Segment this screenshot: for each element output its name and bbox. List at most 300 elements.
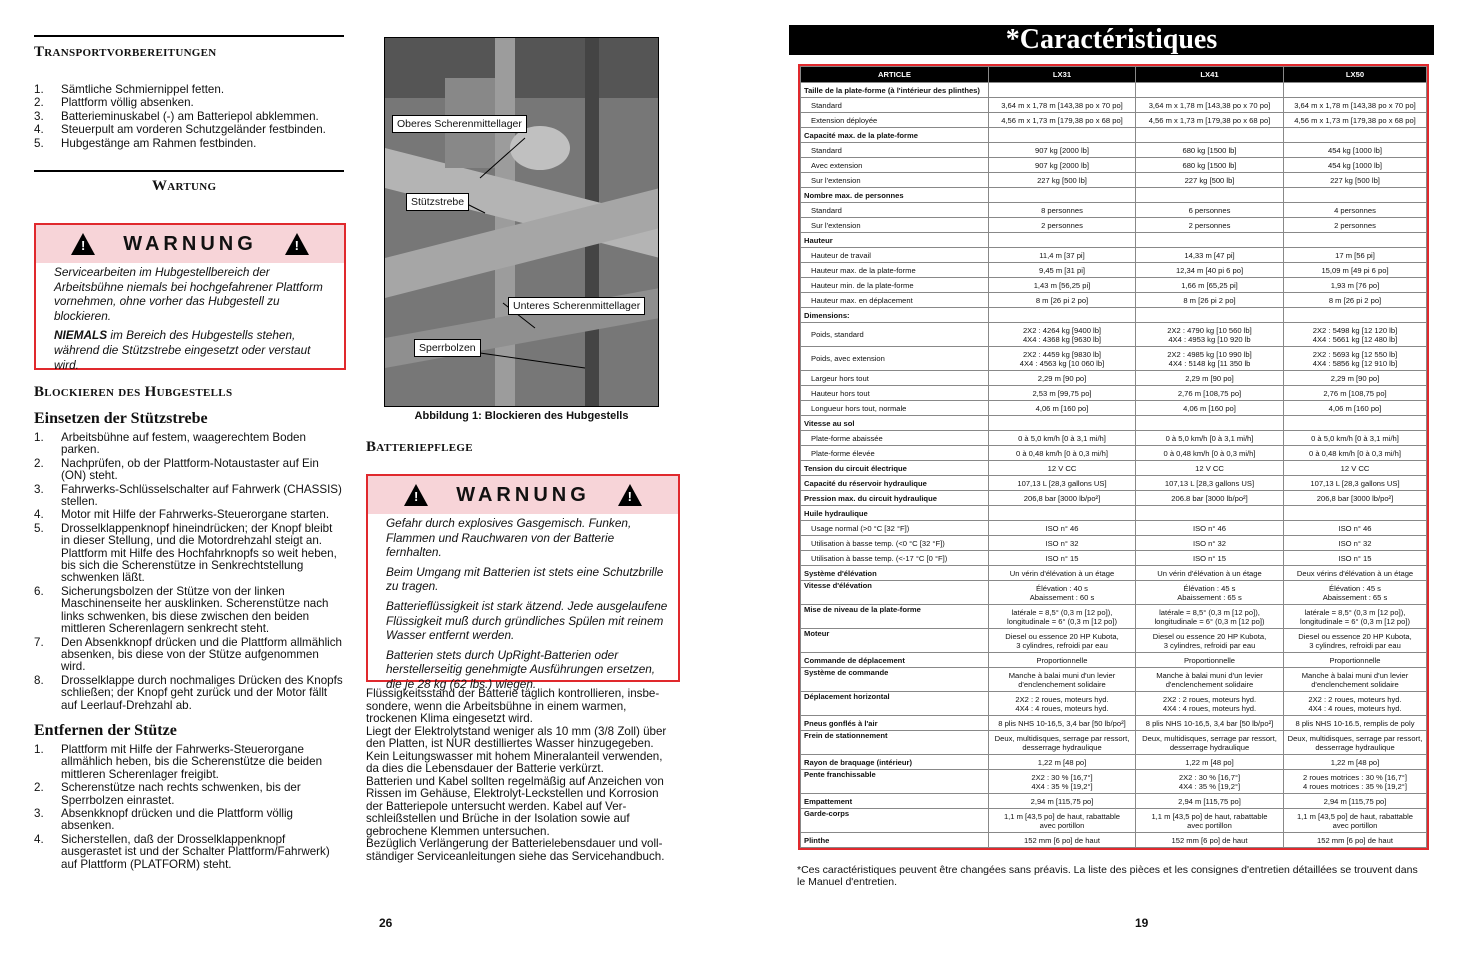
list-step xyxy=(34,138,344,150)
spec-label: Pneus gonflés à l'air xyxy=(801,716,989,731)
warning-word: WARNUNG xyxy=(123,232,257,255)
spec-value: 2 personnes xyxy=(989,218,1136,233)
spec-value xyxy=(989,308,1136,323)
step-text: Plattform völlig absenken. xyxy=(61,96,194,110)
spec-row xyxy=(801,794,1427,809)
spec-row xyxy=(801,668,1427,692)
spec-value: 4,56 m x 1,73 m [179,38 po x 68 po] xyxy=(1284,113,1427,128)
spec-label: Pression max. du circuit hydraulique xyxy=(801,491,989,506)
spec-title: *Caractéristiques xyxy=(789,25,1434,55)
spec-label: Tension du circuit électrique xyxy=(801,461,989,476)
list-step xyxy=(34,111,344,123)
spec-table xyxy=(800,66,1427,848)
spec-value: 2,94 m [115,75 po] xyxy=(1136,794,1284,809)
spec-value: ISO n° 15 xyxy=(1136,551,1284,566)
spec-label: Avec extension xyxy=(801,158,989,173)
step-text: Motor mit Hilfe der Fahrwerks-Steuerorgane starten. xyxy=(61,508,330,522)
spec-value: 2,53 m [99,75 po] xyxy=(989,386,1136,401)
step-text: Sicherungsbolzen der Stütze von der linken Maschinenseite her ausklinken. Scherenstütze nach links schwenken, bis diese zwischen den beiden mittleren Scherenlagern senkrecht steht. xyxy=(61,584,329,636)
spec-value: 2X2 : 4264 kg [9400 lb] 4X4 : 4368 kg [9630 lb] xyxy=(989,323,1136,347)
spec-value: 227 kg [500 lb] xyxy=(1136,173,1284,188)
spec-row xyxy=(801,263,1427,278)
spec-value xyxy=(989,416,1136,431)
header-lx41: LX41 xyxy=(1136,67,1284,83)
spec-value xyxy=(1284,416,1427,431)
spec-label: Système de commande xyxy=(801,668,989,692)
spec-value: 2,29 m [90 po] xyxy=(989,371,1136,386)
spec-value: 2 roues motrices : 30 % [16,7°] 4 roues motrices : 35 % [19,2°] xyxy=(1284,770,1427,794)
spec-row xyxy=(801,128,1427,143)
spec-value: 454 kg [1000 lb] xyxy=(1284,143,1427,158)
spec-row xyxy=(801,629,1427,653)
spec-label: Huile hydraulique xyxy=(801,506,989,521)
spec-value: 4,06 m [160 po] xyxy=(1136,401,1284,416)
spec-value: 206,8 bar [3000 lb/po²] xyxy=(1284,491,1427,506)
spec-value: 17 m [56 pi] xyxy=(1284,248,1427,263)
spec-value: Élévation : 45 s Abaissement : 65 s xyxy=(1284,581,1427,605)
step-text: Den Absenkknopf drücken und die Plattform allmählich absenken, bis diese von der Stütze aufgenommen wird. xyxy=(61,635,342,674)
spec-value xyxy=(1284,233,1427,248)
list-step xyxy=(34,484,344,509)
spec-row xyxy=(801,188,1427,203)
spec-row xyxy=(801,113,1427,128)
spec-value xyxy=(1284,128,1427,143)
spec-value xyxy=(1136,506,1284,521)
list-step xyxy=(34,84,344,96)
spec-value: ISO n° 32 xyxy=(1136,536,1284,551)
spec-label: Vitesse d'élévation xyxy=(801,581,989,605)
spec-label: Sur l'extension xyxy=(801,218,989,233)
spec-row xyxy=(801,461,1427,476)
spec-value xyxy=(1136,416,1284,431)
spec-label: Vitesse au sol xyxy=(801,416,989,431)
spec-value: 2X2 : 4985 kg [10 990 lb] 4X4 : 5148 kg [11 350 lb xyxy=(1136,347,1284,371)
spec-value: 15,09 m [49 pi 6 po] xyxy=(1284,263,1427,278)
warning2-body xyxy=(368,514,678,701)
step-text: Steuerpult am vorderen Schutzgeländer festbinden. xyxy=(61,123,326,137)
batterie-title: Batteriepflege xyxy=(366,439,473,455)
spec-value: ISO n° 46 xyxy=(1136,521,1284,536)
warning-word: WARNUNG xyxy=(456,483,590,506)
einsetzen-title: Einsetzen der Stützstrebe xyxy=(34,410,208,427)
callout-lock-pin: Sperrbolzen xyxy=(414,339,481,357)
spec-value: 8 m [26 pi 2 po] xyxy=(1136,293,1284,308)
spec-label: Dimensions: xyxy=(801,308,989,323)
spec-row xyxy=(801,581,1427,605)
battery-paras xyxy=(366,688,678,863)
spec-value xyxy=(1136,308,1284,323)
header-lx31: LX31 xyxy=(989,67,1136,83)
paragraph: Batterieflüssigkeit ist stark ätzend. Jede ausgelaufene Flüssigkeit muß durch gründliches Spülen mit reinem Wasser entfernt werden. xyxy=(386,598,668,643)
list-step xyxy=(34,834,344,871)
spec-value: 8 personnes xyxy=(989,203,1136,218)
spec-value: Élévation : 40 s Abaissement : 60 s xyxy=(989,581,1136,605)
spec-value: 4,06 m [160 po] xyxy=(989,401,1136,416)
spec-value: Manche à balai muni d'un levier d'enclenchement solidaire xyxy=(1136,668,1284,692)
spec-header-row xyxy=(801,67,1427,83)
step-number: 5. xyxy=(34,521,44,535)
spec-label: Capacité du réservoir hydraulique xyxy=(801,476,989,491)
step-text: Drosselklappe durch nochmaliges Drücken des Knopfs schließen; der Knopf geht zurück und der Motor fällt auf Leerlauf-Drehzahl ab. xyxy=(61,673,343,712)
spec-value: 107,13 L [28,3 gallons US] xyxy=(1284,476,1427,491)
spec-value: 2 personnes xyxy=(1284,218,1427,233)
spec-row xyxy=(801,293,1427,308)
spec-value xyxy=(1284,506,1427,521)
spec-row xyxy=(801,83,1427,98)
step-text: Sicherstellen, daß der Drosselklappenknopf ausgerastet ist und der Schalter Plattform/Fahrwerk) auf Plattform (PLATFORM) steht. xyxy=(61,832,330,871)
spec-row xyxy=(801,308,1427,323)
spec-row xyxy=(801,173,1427,188)
spec-value: 3,64 m x 1,78 m [143,38 po x 70 po] xyxy=(1284,98,1427,113)
spec-value: 1,1 m [43,5 po] de haut, rabattable avec portillon xyxy=(1136,809,1284,833)
paragraph: Batterien und Kabel sollten regelmäßig auf Anzeichen von Rissen im Gehäuse, Elektrolyt-Leckstellen und Korrosion der Batteriepole untersucht werden. Kabel auf Ver-schleißstellen und Brüche in der Isolation sowie auf gebrochene Klemmen untersuchen. xyxy=(366,774,664,838)
spec-value: 1,93 m [76 po] xyxy=(1284,278,1427,293)
spec-value: Deux vérins d'élévation à un étage xyxy=(1284,566,1427,581)
spec-label: Hauteur hors tout xyxy=(801,386,989,401)
spec-label: Utilisation à basse temp. (<-17 °C [0 °F]) xyxy=(801,551,989,566)
list-step xyxy=(34,97,344,109)
spec-value: 8 m [26 pi 2 po] xyxy=(989,293,1136,308)
spec-label: Mise de niveau de la plate-forme xyxy=(801,605,989,629)
spec-value: ISO n° 15 xyxy=(989,551,1136,566)
step-text: Scherenstütze nach rechts schwenken, bis der Sperrbolzen einrastet. xyxy=(61,781,301,807)
spec-value: 680 kg [1500 lb] xyxy=(1136,158,1284,173)
entfernen-list xyxy=(34,744,344,872)
spec-label: Rayon de braquage (intérieur) xyxy=(801,755,989,770)
spec-value: 2X2 : 5693 kg [12 550 lb] 4X4 : 5856 kg [12 910 lb] xyxy=(1284,347,1427,371)
spec-value: 2,29 m [90 po] xyxy=(1284,371,1427,386)
step-number: 4. xyxy=(34,508,44,522)
rule-wartung xyxy=(34,170,344,172)
spec-label: Pente franchissable xyxy=(801,770,989,794)
callout-support-strut: Stützstrebe xyxy=(406,193,469,211)
spec-row xyxy=(801,233,1427,248)
spec-value: 12,34 m [40 pi 6 po] xyxy=(1136,263,1284,278)
spec-value: ISO n° 15 xyxy=(1284,551,1427,566)
spec-label: Longueur hors tout, normale xyxy=(801,401,989,416)
spec-value: 206.8 bar [3000 lb/po²] xyxy=(1136,491,1284,506)
spec-value xyxy=(989,233,1136,248)
spec-value: Proportionnelle xyxy=(1284,653,1427,668)
spec-value: 12 V CC xyxy=(1136,461,1284,476)
step-number: 2. xyxy=(34,456,44,470)
step-number: 1. xyxy=(34,431,44,444)
spec-value: 454 kg [1000 lb] xyxy=(1284,158,1427,173)
spec-value: Deux, multidisques, serrage par ressort, desserrage hydraulique xyxy=(989,731,1136,755)
spec-row xyxy=(801,506,1427,521)
spec-row xyxy=(801,218,1427,233)
spec-value: 2X2 : 2 roues, moteurs hyd. 4X4 : 4 roues, moteurs hyd. xyxy=(1136,692,1284,716)
page-number-left: 26 xyxy=(379,916,393,930)
list-step xyxy=(34,509,344,521)
spec-label: Poids, standard xyxy=(801,323,989,347)
spec-value: 107,13 L [28,3 gallons US] xyxy=(1136,476,1284,491)
spec-row xyxy=(801,143,1427,158)
step-text: Hubgestänge am Rahmen festbinden. xyxy=(61,136,257,150)
spec-value xyxy=(1136,83,1284,98)
step-number: 4. xyxy=(34,832,44,846)
warning-triangle-icon: ! xyxy=(404,484,428,506)
list-step xyxy=(34,586,344,636)
step-number: 1. xyxy=(34,743,44,756)
spec-value: 14,33 m [47 pi] xyxy=(1136,248,1284,263)
spec-row xyxy=(801,833,1427,848)
spec-label: Poids, avec extension xyxy=(801,347,989,371)
list-step xyxy=(34,523,344,585)
footnote: *Ces caractéristiques peuvent être changées sans préavis. La liste des pièces et les consignes d'entretien détaillées se trouvent dans le Manuel d'entretien. xyxy=(797,864,1418,888)
spec-value: Diesel ou essence 20 HP Kubota, 3 cylindres, refroidi par eau xyxy=(1284,629,1427,653)
step-text: Batterieminuskabel (-) am Batteriepol abklemmen. xyxy=(61,109,319,123)
rule-top xyxy=(34,35,344,37)
header-article: ARTICLE xyxy=(801,67,989,83)
spec-value: 2,94 m [115,75 po] xyxy=(1284,794,1427,809)
spec-value: ISO n° 46 xyxy=(1284,521,1427,536)
step-number: 5. xyxy=(34,136,44,150)
spec-value: 227 kg [500 lb] xyxy=(989,173,1136,188)
spec-value xyxy=(1284,188,1427,203)
paragraph: Beim Umgang mit Batterien ist stets eine Schutzbrille zu tragen. xyxy=(386,564,664,594)
spec-value: Manche à balai muni d'un levier d'enclenchement solidaire xyxy=(1284,668,1427,692)
einsetzen-list xyxy=(34,432,344,713)
spec-row xyxy=(801,401,1427,416)
spec-value: 8 m [26 pi 2 po] xyxy=(1284,293,1427,308)
spec-label: Empattement xyxy=(801,794,989,809)
spec-value xyxy=(1136,188,1284,203)
spec-value: Deux, multidisques, serrage par ressort, desserrage hydraulique xyxy=(1136,731,1284,755)
paragraph: Liegt der Elektrolytstand weniger als 10 mm (3/8 Zoll) über den Platten, ist NUR destilliertes Wasser hinzugegeben. Kein Leitungswasser mit hohem Mineralanteil verwenden, da dies die Lebensdauer der Batterie verkürzt. xyxy=(366,724,667,775)
step-number: 2. xyxy=(34,781,44,795)
spec-row xyxy=(801,158,1427,173)
spec-value: 6 personnes xyxy=(1136,203,1284,218)
spec-value: 4,06 m [160 po] xyxy=(1284,401,1427,416)
spec-label: Hauteur max. en déplacement xyxy=(801,293,989,308)
spec-row xyxy=(801,809,1427,833)
warning-header xyxy=(368,476,678,514)
spec-value: 2X2 : 5498 kg [12 120 lb] 4X4 : 5661 kg [12 480 lb] xyxy=(1284,323,1427,347)
spec-value: 2,76 m [108,75 po] xyxy=(1136,386,1284,401)
entfernen-title: Entfernen der Stütze xyxy=(34,722,177,739)
paragraph: Gefahr durch explosives Gasgemisch. Funken, Flammen und Rauchwaren von der Batterie fernhalten. xyxy=(386,516,632,560)
spec-row xyxy=(801,416,1427,431)
spec-value: 4 personnes xyxy=(1284,203,1427,218)
spec-row xyxy=(801,347,1427,371)
spec-value: latérale = 8,5° (0,3 m [12 po]), longitudinale = 6° (0,3 m [12 po]) xyxy=(1136,605,1284,629)
spec-value: Deux, multidisques, serrage par ressort, desserrage hydraulique xyxy=(1284,731,1427,755)
spec-row xyxy=(801,755,1427,770)
spec-label: Hauteur xyxy=(801,233,989,248)
spec-value: 0 à 5,0 km/h [0 à 3,1 mi/h] xyxy=(1284,431,1427,446)
wartung-title: Wartung xyxy=(152,178,217,194)
step-number: 2. xyxy=(34,96,44,110)
spec-label: Standard xyxy=(801,143,989,158)
spec-body xyxy=(801,83,1427,848)
spec-value: ISO n° 46 xyxy=(989,521,1136,536)
spec-row xyxy=(801,98,1427,113)
spec-value: 1,43 m [56,25 pi] xyxy=(989,278,1136,293)
spec-row xyxy=(801,323,1427,347)
spec-value: ISO n° 32 xyxy=(989,536,1136,551)
spec-label: Plate-forme abaissée xyxy=(801,431,989,446)
spec-label: Usage normal (>0 °C [32 °F]) xyxy=(801,521,989,536)
step-number: 7. xyxy=(34,635,44,649)
step-text: Arbeitsbühne auf festem, waagerechtem Boden parken. xyxy=(61,431,306,457)
spec-value: 12 V CC xyxy=(989,461,1136,476)
spec-label: Sur l'extension xyxy=(801,173,989,188)
spec-row xyxy=(801,248,1427,263)
spec-value: Proportionnelle xyxy=(1136,653,1284,668)
spec-value xyxy=(989,188,1136,203)
spec-row xyxy=(801,371,1427,386)
spec-label: Commande de déplacement xyxy=(801,653,989,668)
spec-value: latérale = 8,5° (0,3 m [12 po]), longitudinale = 6° (0,3 m [12 po]) xyxy=(1284,605,1427,629)
spec-label: Plinthe xyxy=(801,833,989,848)
spec-value: 4,56 m x 1,73 m [179,38 po x 68 po] xyxy=(1136,113,1284,128)
step-text: Sämtliche Schmiernippel fetten. xyxy=(61,83,225,96)
spec-value: 227 kg [500 lb] xyxy=(1284,173,1427,188)
step-text: Fahrwerks-Schlüsselschalter auf Fahrwerk (CHASSIS) stellen. xyxy=(61,482,342,509)
spec-value: 1,66 m [65,25 pi] xyxy=(1136,278,1284,293)
spec-table-frame xyxy=(798,64,1429,850)
paragraph: Flüssigkeitsstand der Batterie täglich kontrollieren, insbe-sondere, wenn die Arbeitsbühne in einem warmen, trockenen Klima eingesetzt wird. xyxy=(366,687,660,725)
spec-value: 152 mm [6 po] de haut xyxy=(1284,833,1427,848)
spec-value xyxy=(989,506,1136,521)
spec-value: 12 V CC xyxy=(1284,461,1427,476)
spec-row xyxy=(801,536,1427,551)
spec-value xyxy=(1136,128,1284,143)
spec-label: Garde-corps xyxy=(801,809,989,833)
warning1-text-2: NIEMALS im Bereich des Hubgestells stehen, während die Stützstrebe eingesetzt oder verstaut wird. xyxy=(54,328,311,372)
spec-row xyxy=(801,386,1427,401)
warning-triangle-icon: ! xyxy=(618,484,642,506)
spec-value: 9,45 m [31 pi] xyxy=(989,263,1136,278)
paragraph: Batterien stets durch UpRight-Batterien oder herstellerseitig genehmigte Ausführungen ersetzen, die je 28 kg (62 lbs.) wiegen. xyxy=(386,647,656,691)
spec-value: Élévation : 45 s Abaissement : 65 s xyxy=(1136,581,1284,605)
step-number: 4. xyxy=(34,123,44,137)
spec-value: 2X2 : 30 % [16,7°] 4X4 : 35 % [19,2°] xyxy=(1136,770,1284,794)
spec-row xyxy=(801,566,1427,581)
spec-row xyxy=(801,431,1427,446)
spec-value: 2,76 m [108,75 po] xyxy=(1284,386,1427,401)
spec-row xyxy=(801,278,1427,293)
spec-value: 1,22 m [48 po] xyxy=(1284,755,1427,770)
spec-value: latérale = 8,5° (0,3 m [12 po]), longitudinale = 6° (0,3 m [12 po]) xyxy=(989,605,1136,629)
spec-row xyxy=(801,476,1427,491)
callout-lower-bearing: Unteres Scherenmittellager xyxy=(508,297,645,315)
spec-row xyxy=(801,551,1427,566)
page-number-right: 19 xyxy=(1135,916,1149,930)
spec-value: 680 kg [1500 lb] xyxy=(1136,143,1284,158)
step-text: Plattform mit Hilfe der Fahrwerks-Steuerorgane allmählich heben, bis die Scherenstütze die beiden mittleren Scherenlager freigibt. xyxy=(61,743,323,781)
spec-label: Standard xyxy=(801,203,989,218)
spec-row xyxy=(801,491,1427,506)
spec-label: Taille de la plate-forme (à l'intérieur des plinthes) xyxy=(801,83,989,98)
spec-value: 8 plis NHS 10-16,5, 3,4 bar [50 lb/po²] xyxy=(989,716,1136,731)
step-text: Drosselklappenknopf hineindrücken; der Knopf bleibt in dieser Stellung, und die Motordrehzahl steigt an. Plattform mit Hilfe des Hochfahrknopfs so weit heben, bis sich die Scherenstütze in Senkrechtstellung schwenken läßt. xyxy=(61,521,337,585)
spec-value: 2,94 m [115,75 po] xyxy=(989,794,1136,809)
step-number: 8. xyxy=(34,673,44,687)
step-text: Absenkknopf drücken und die Plattform völlig absenken. xyxy=(61,807,294,833)
spec-value: Manche à balai muni d'un levier d'enclenchement solidaire xyxy=(989,668,1136,692)
spec-value: 0 à 0,48 km/h [0 à 0,3 mi/h] xyxy=(989,446,1136,461)
spec-row xyxy=(801,605,1427,629)
spec-value: 107,13 L [28,3 gallons US] xyxy=(989,476,1136,491)
spec-value: 152 mm [6 po] de haut xyxy=(1136,833,1284,848)
figure-caption: Abbildung 1: Blockieren des Hubgestells xyxy=(414,410,629,422)
spec-value: 1,1 m [43,5 po] de haut, rabattable avec portillon xyxy=(1284,809,1427,833)
spec-value xyxy=(989,128,1136,143)
header-lx50: LX50 xyxy=(1284,67,1427,83)
warning-triangle-icon: ! xyxy=(285,233,309,255)
step-number: 6. xyxy=(34,584,44,598)
spec-value: ISO n° 32 xyxy=(1284,536,1427,551)
spec-value: Un vérin d'élévation à un étage xyxy=(1136,566,1284,581)
list-step xyxy=(34,675,344,712)
spec-value: 152 mm [6 po] de haut xyxy=(989,833,1136,848)
spec-value: 0 à 5,0 km/h [0 à 3,1 mi/h] xyxy=(1136,431,1284,446)
spec-value: Proportionnelle xyxy=(989,653,1136,668)
transport-list xyxy=(34,84,344,151)
paragraph: Bezüglich Verlängerung der Batterielebensdauer und voll-ständiger Serviceanleitungen siehe das Servicehandbuch. xyxy=(366,837,665,863)
spec-value: 2X2 : 30 % [16,7°] 4X4 : 35 % [19,2°] xyxy=(989,770,1136,794)
spec-label: Moteur xyxy=(801,629,989,653)
spec-value: 1,22 m [48 po] xyxy=(989,755,1136,770)
step-number: 3. xyxy=(34,482,44,496)
warning-triangle-icon: ! xyxy=(71,233,95,255)
spec-value: 1,1 m [43,5 po] de haut, rabattable avec portillon xyxy=(989,809,1136,833)
spec-label: Utilisation à basse temp. (<0 °C [32 °F]) xyxy=(801,536,989,551)
spec-row xyxy=(801,770,1427,794)
spec-label: Hauteur max. de la plate-forme xyxy=(801,263,989,278)
warning-box-2 xyxy=(366,474,680,691)
list-step xyxy=(34,782,344,807)
list-step xyxy=(34,124,344,136)
spec-value: 3,64 m x 1,78 m [143,38 po x 70 po] xyxy=(1136,98,1284,113)
warning-box-1 xyxy=(34,223,346,370)
spec-label: Frein de stationnement xyxy=(801,731,989,755)
spec-value: Diesel ou essence 20 HP Kubota, 3 cylindres, refroidi par eau xyxy=(1136,629,1284,653)
spec-value: 8 plis NHS 10-16.5, remplis de poly xyxy=(1284,716,1427,731)
spec-value: 4,56 m x 1,73 m [179,38 po x 68 po] xyxy=(989,113,1136,128)
spec-label: Hauteur de travail xyxy=(801,248,989,263)
spec-value: 907 kg [2000 lb] xyxy=(989,143,1136,158)
spec-label: Déplacement horizontal xyxy=(801,692,989,716)
step-text: Nachprüfen, ob der Plattform-Notaustaster auf Ein (ON) steht. xyxy=(61,456,319,483)
spec-row xyxy=(801,653,1427,668)
step-number: 3. xyxy=(34,109,44,123)
spec-value: Diesel ou essence 20 HP Kubota, 3 cylindres, refroidi par eau xyxy=(989,629,1136,653)
spec-row xyxy=(801,692,1427,716)
list-step xyxy=(34,458,344,483)
callout-upper-bearing: Oberes Scherenmittellager xyxy=(392,115,527,133)
spec-row xyxy=(801,521,1427,536)
spec-row xyxy=(801,716,1427,731)
spec-value: 11,4 m [37 pi] xyxy=(989,248,1136,263)
warning1-text: Servicearbeiten im Hubgestellbereich der Arbeitsbühne niemals bei hochgefahrener Plattform vornehmen, ohne vorher das Hubgestell zu blockieren. xyxy=(54,265,323,323)
spec-label: Standard xyxy=(801,98,989,113)
spec-label: Système d'élévation xyxy=(801,566,989,581)
spec-value: 2X2 : 2 roues, moteurs hyd. 4X4 : 4 roues, moteurs hyd. xyxy=(1284,692,1427,716)
spec-label: Hauteur min. de la plate-forme xyxy=(801,278,989,293)
list-step xyxy=(34,808,344,833)
list-step xyxy=(34,744,344,781)
spec-value: 0 à 0,48 km/h [0 à 0,3 mi/h] xyxy=(1136,446,1284,461)
spec-value: 0 à 0,48 km/h [0 à 0,3 mi/h] xyxy=(1284,446,1427,461)
spec-row xyxy=(801,731,1427,755)
warning-body xyxy=(36,263,344,381)
spec-label: Extension déployée xyxy=(801,113,989,128)
spec-value: 8 plis NHS 10-16,5, 3,4 bar [50 lb/po²] xyxy=(1136,716,1284,731)
step-number: 1. xyxy=(34,83,44,96)
